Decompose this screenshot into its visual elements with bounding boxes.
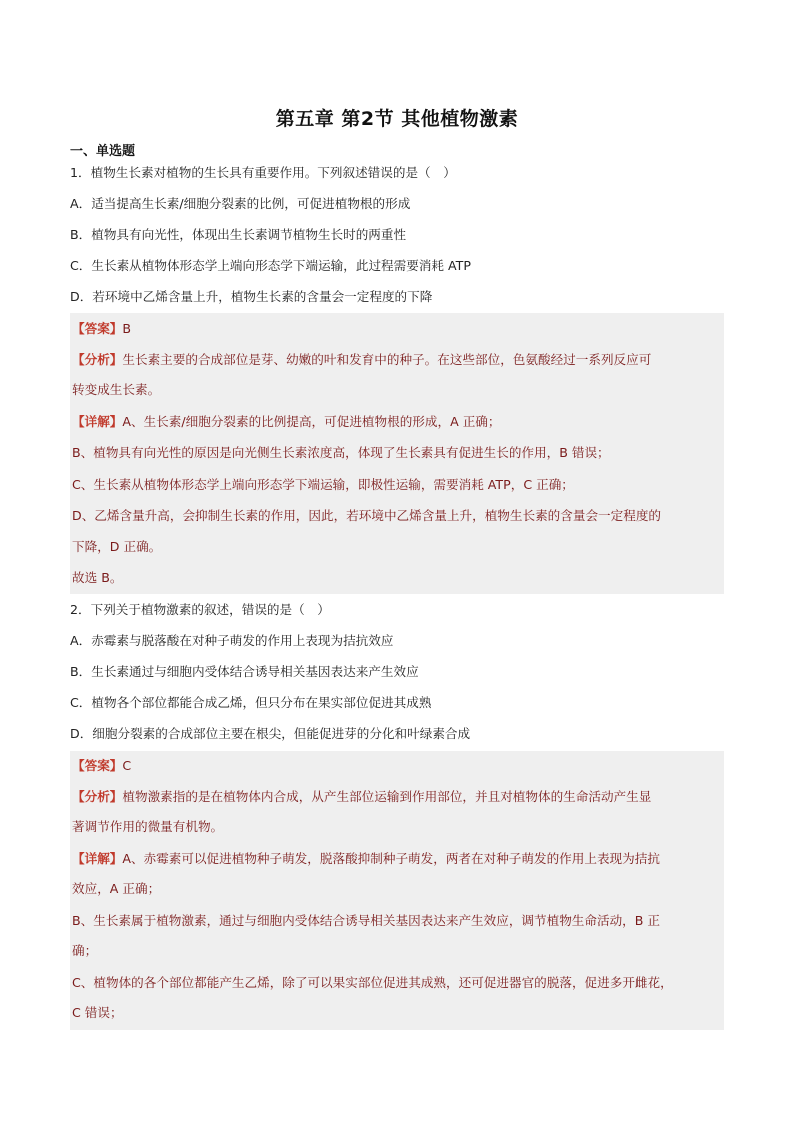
q2-option-a: A．赤霉素与脱落酸在对种子萌发的作用上表现为拮抗效应 [70,633,394,648]
q1-option-b: B．植物具有向光性，体现出生长素调节植物生长时的两重性 [70,227,407,242]
page-title: 第五章 第2节 其他植物激素 [275,108,519,130]
q2-detail-line-1 [72,849,722,869]
q1-analysis-text-1: 生长素主要的合成部位是芽、幼嫩的叶和发育中的种子。在这些部位，色氨酸经过一系列反应可 [122,352,652,367]
analysis-tag: 【分析】 [72,352,123,367]
section-heading: 一、单选题 [70,144,136,159]
answer-tag: 【答案】 [72,758,123,773]
q1-option-c: C．生长素从植物体形态学上端向形态学下端运输，此过程需要消耗 ATP [70,258,471,273]
detail-tag: 【详解】 [72,414,123,429]
q1-detail-line-2: B、植物具有向光性的原因是向光侧生长素浓度高，体现了生长素具有促进生长的作用，B 错误； [72,445,610,460]
q2-answer-value: C [122,758,132,773]
q1-detail-line-4: D、乙烯含量升高，会抑制生长素的作用，因此，若环境中乙烯含量上升，植物生长素的含量会一定程度的 [72,508,662,523]
q1-detail-line-3: C、生长素从植物体形态学上端向形态学下端运输，即极性运输，需要消耗 ATP，C 正确； [72,477,574,492]
q2-analysis-line-2: 著调节作用的微量有机物。 [72,819,224,834]
q1-option-a: A．适当提高生长素/细胞分裂素的比例，可促进植物根的形成 [70,196,411,211]
q2-detail-line-2: 效应，A 正确； [72,881,161,896]
q2-option-d: D．细胞分裂素的合成部位主要在根尖，但能促进芽的分化和叶绿素合成 [70,726,471,741]
q1-option-d: D．若环境中乙烯含量上升，植物生长素的含量会一定程度的下降 [70,289,433,304]
q2-stem: 2．下列关于植物激素的叙述，错误的是（ ） [70,602,330,617]
q1-detail-line-5: 下降，D 正确。 [72,539,162,554]
q1-detail-line-1 [72,412,722,432]
q2-analysis-text-1: 植物激素指的是在植物体内合成，从产生部位运输到作用部位，并且对植物体的生命活动产生显 [122,789,652,804]
q2-answer-block [70,751,724,1030]
q2-option-b: B．生长素通过与细胞内受体结合诱导相关基因表达来产生效应 [70,664,419,679]
answer-tag: 【答案】 [72,321,123,336]
q1-detail-text-1: A、生长素/细胞分裂素的比例提高，可促进植物根的形成，A 正确； [122,414,501,429]
q2-detail-line-3: B、生长素属于植物激素，通过与细胞内受体结合诱导相关基因表达来产生效应，调节植物生命活动，B 正 [72,913,661,928]
q1-conclusion: 故选 B。 [72,570,123,585]
q1-answer-value: B [122,321,132,336]
q1-answer-line [72,319,722,339]
detail-tag: 【详解】 [72,851,123,866]
analysis-tag: 【分析】 [72,789,123,804]
q2-detail-line-6: C 错误； [72,1005,123,1020]
q1-stem: 1．植物生长素对植物的生长具有重要作用。下列叙述错误的是（ ） [70,165,456,180]
q2-detail-line-4: 确； [72,943,98,958]
q2-analysis-line-1 [72,787,722,807]
q2-detail-line-5: C、植物体的各个部位都能产生乙烯，除了可以果实部位促进其成熟，还可促进器官的脱落，促进多开雌花， [72,975,673,990]
q1-analysis-line-1 [72,350,722,370]
q1-analysis-line-2: 转变成生长素。 [72,382,161,397]
q2-answer-line [72,756,722,776]
q2-option-c: C．植物各个部位都能合成乙烯，但只分布在果实部位促进其成熟 [70,695,432,710]
q2-detail-text-1: A、赤霉素可以促进植物种子萌发，脱落酸抑制种子萌发，两者在对种子萌发的作用上表现为拮抗 [122,851,660,866]
q1-answer-block [70,313,724,594]
